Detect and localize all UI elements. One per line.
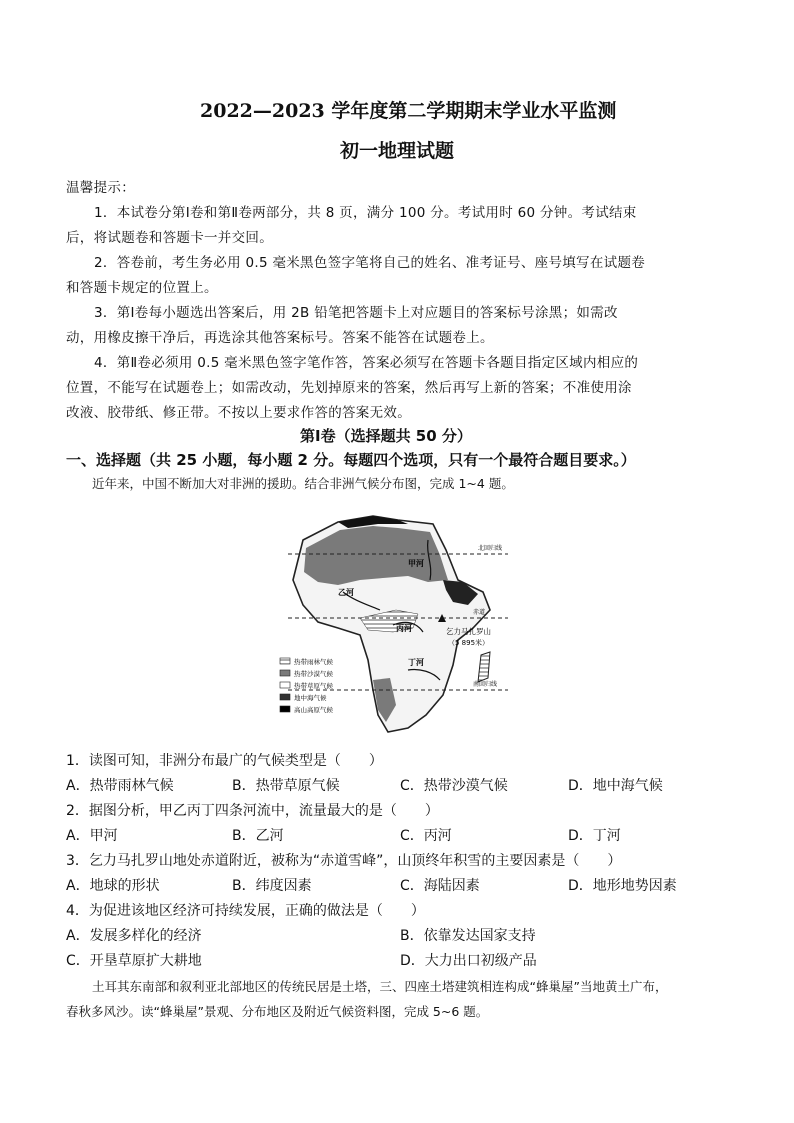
notice-line: 1．本试卷分第Ⅰ卷和第Ⅱ卷两部分，共 8 页，满分 100 分。考试用时 60 分钟。考试结束 [94,205,637,221]
question-stem: 2．据图分析，甲乙丙丁四条河流中，流量最大的是（ ） [66,803,439,819]
legend-label: 高山高原气候 [294,706,333,714]
madagascar [478,652,490,682]
option-a: A．热带雨林气候 [66,778,174,794]
passage-line: 土耳其东南部和叙利亚北部地区的传统民居是土塔，三、四座土塔建筑相连构成“蜂巢屋”当地黄土广布， [92,979,668,994]
question-stem: 4．为促进该地区经济可持续发展，正确的做法是（ ） [66,903,425,919]
exam-title: 2022—2023 学年度第二学期期末学业水平监测 [200,100,617,122]
option-c: C．开垦草原扩大耕地 [66,953,202,969]
option-a: A．地球的形状 [66,878,160,894]
map-legend [280,657,334,714]
label-bing: 丙河 [396,624,412,633]
notice-line: 改液、胶带纸、修正带。不按以上要求作答的答案无效。 [66,405,411,421]
option-d: D．地形地势因素 [568,878,677,894]
label-elevation: （5 895米） [448,639,490,647]
notice-line: 后，将试题卷和答题卡一并交回。 [66,230,273,246]
section-heading: 一、选择题（共 25 小题，每小题 2 分。每题四个选项，只有一个最符合题目要求。） [66,451,636,469]
option-b: B．依靠发达国家支持 [400,928,536,944]
option-b: B．热带草原气候 [232,778,340,794]
label-jia: 甲河 [408,559,424,568]
passage-line: 春秋多风沙。读“蜂巢屋”景观、分布地区及附近气候资料图，完成 5~6 题。 [66,1004,489,1019]
option-a: A．甲河 [66,828,118,844]
notice-heading: 温馨提示： [66,180,135,196]
option-c: C．丙河 [400,828,452,844]
option-d: D．大力出口初级产品 [400,953,537,969]
option-c: C．海陆因素 [400,878,480,894]
notice-line: 2．答卷前，考生务必用 0.5 毫米黑色签字笔将自己的姓名、准考证号、座号填写在试题卷 [94,255,646,271]
label-yi: 乙河 [338,588,354,597]
option-d: D．丁河 [568,828,621,844]
option-b: B．乙河 [232,828,284,844]
label-south-line: 南回归线 [473,681,498,688]
notice-line: 4．第Ⅱ卷必须用 0.5 毫米黑色签字笔作答，答案必须写在答题卡各题目指定区域内相应的 [94,355,639,371]
label-equator: 赤道 [473,609,486,616]
label-ding: 丁河 [408,658,424,667]
legend-label: 热带雨林气候 [294,658,333,666]
notice-line: 3．第Ⅰ卷每小题选出答案后，用 2B 铅笔把答题卡上对应题目的答案标号涂黑；如需改 [94,305,618,321]
africa-climate-map [268,510,528,740]
notice-line: 动，用橡皮擦干净后，再选涂其他答案标号。答案不能答在试题卷上。 [66,330,494,346]
legend-label: 热带草原气候 [294,682,333,690]
option-c: C．热带沙漠气候 [400,778,508,794]
legend-label: 热带沙漠气候 [294,670,333,678]
notice-line: 位置，不能写在试题卷上；如需改动，先划掉原来的答案，然后再写上新的答案；不准使用涂 [66,380,632,396]
question-stem: 1．读图可知，非洲分布最广的气候类型是（ ） [66,753,383,769]
legend-label: 地中海气候 [294,694,327,702]
label-mountain: 乞力马扎罗山 [446,627,491,636]
option-b: B．纬度因素 [232,878,312,894]
part1-heading: 第Ⅰ卷（选择题共 50 分） [300,427,472,445]
question-stem: 3．乞力马扎罗山地处赤道附近，被称为“赤道雪峰”，山顶终年积雪的主要因素是（ ） [66,853,622,869]
option-d: D．地中海气候 [568,778,663,794]
label-north-line: 北回归线 [478,545,503,552]
exam-subtitle: 初一地理试题 [340,140,455,162]
option-a: A．发展多样化的经济 [66,928,202,944]
notice-line: 和答题卡规定的位置上。 [66,280,218,296]
section-intro: 近年来，中国不断加大对非洲的援助。结合非洲气候分布图，完成 1~4 题。 [92,476,514,491]
